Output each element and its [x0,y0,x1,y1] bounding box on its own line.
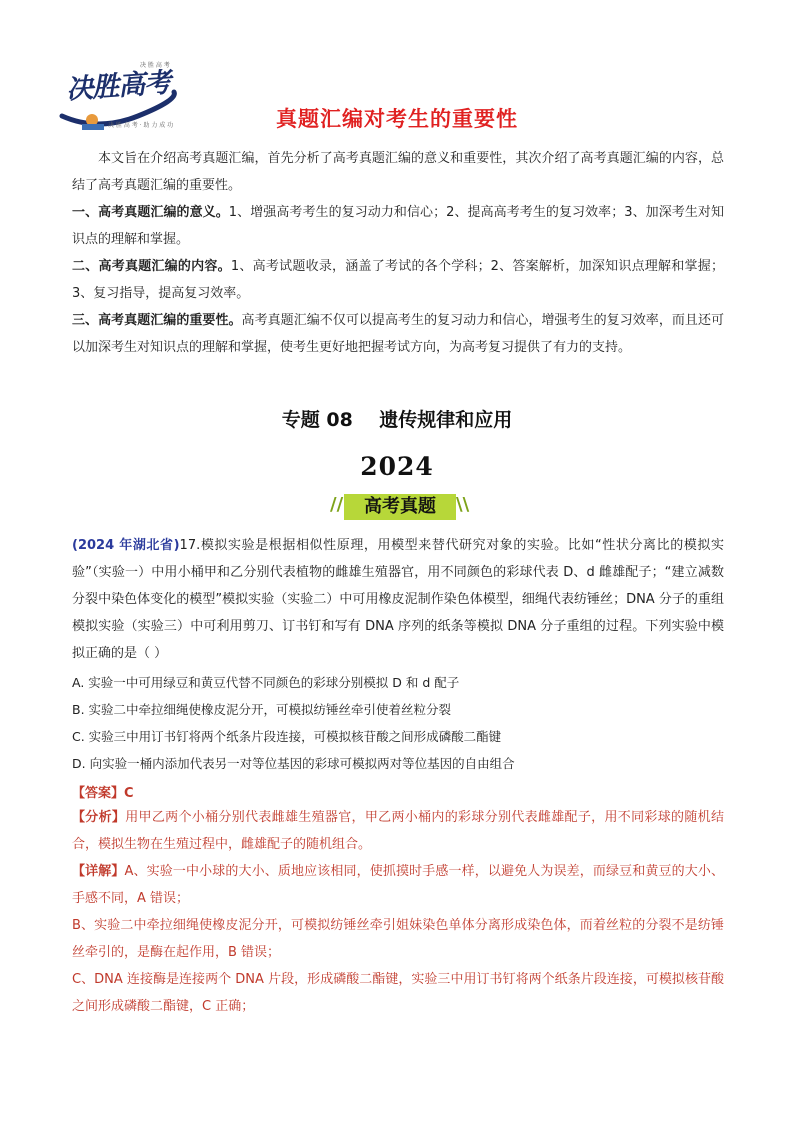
intro-paragraph: 本文旨在介绍高考真题汇编，首先分析了高考真题汇编的意义和重要性，其次介绍了高考真题汇编的内容，总结了高考真题汇编的重要性。 [72,151,724,193]
section-text: 高考真题汇编不仅可以提高考生的复习动力和信心，增强考生的复习效率，而且还可以加深考生对知识点的理解和掌握，使考生更好地把握考试方向，为高考复习提供了有力的支持。 [72,313,724,355]
detail-label: 【详解】 [72,864,125,879]
logo-small-text: 决 胜 高 考 [140,62,170,69]
option-a: A. 实验一中可用绿豆和黄豆代替不同颜色的彩球分别模拟 D 和 d 配子 [72,675,460,690]
badge-label: 高考真题 [364,496,436,517]
answer-label: 【答案】 [72,786,125,801]
analysis-label: 【分析】 [72,810,126,825]
section-label: 一、高考真题汇编的意义。 [72,205,229,220]
question-text: 模拟实验是根据相似性原理，用模型来替代研究对象的实验。比如“性状分离比的模拟实验”（实验一）中用小桶甲和乙分别代表植物的雌雄生殖器官，用不同颜色的彩球代表 D、d 雌雄配子；“建立减数分裂中染色体变化的模型”模拟实验（实验二）中可用橡皮泥制作染色体模型，细绳代表纺锤丝；DNA 分子的重组模拟实验（实验三）中可利用剪刀、订书钉和写有 DNA 序列的纸条等模拟 DNA 分子重组的过程。下列实验中模拟正确的是（ ） [72,538,724,661]
section-label: 三、高考真题汇编的重要性。 [72,313,242,328]
topic-title: 专题 08 遗传规律和应用 [281,409,513,431]
option-b: B. 实验二中牵拉细绳使橡皮泥分开，可模拟纺锤丝牵引使着丝粒分裂 [72,702,452,717]
answer-detail-c: C、DNA 连接酶是连接两个 DNA 片段，形成磷酸二酯键，实验三中用订书钉将两个纸条片段连接，可模拟核苷酸之间形成磷酸二酯键，C 正确； [72,972,724,1014]
logo-text: 决胜高考 [65,67,172,106]
answer-key [72,780,724,807]
section-text: 1、高考试题收录，涵盖了考试的各个学科；2、答案解析，加深知识点理解和掌握；3、复习指导，提高复习效率。 [72,259,724,301]
question-number: 17. [179,538,201,553]
option-d: D. 向实验一桶内添加代表另一对等位基因的彩球可模拟两对等位基因的自由组合 [72,756,515,771]
exam-badge [330,488,470,522]
section-meaning [72,199,724,253]
analysis-text: 用甲乙两个小桶分别代表雌雄生殖器官，甲乙两小桶内的彩球分别代表雌雄配子，用不同彩球的随机结合，模拟生物在生殖过程中，雌雄配子的随机组合。 [72,810,724,852]
slash-left-icon: // [330,494,344,515]
question-source: (2024 年湖北省) [72,538,180,553]
section-text: 1、增强高考考生的复习动力和信心；2、提高高考考生的复习效率；3、加深考生对知识点的理解和掌握。 [72,205,724,247]
question-stem [72,532,724,667]
answer-value: C [124,786,134,801]
year-heading: 2024 [360,452,434,481]
logo-sub-text: 决 胜 高 考 · 助 力 成 功 [108,122,174,129]
slash-right-icon: \\ [456,494,470,515]
section-content [72,253,724,307]
detail-text: A、实验一中小球的大小、质地应该相同，使抓摸时手感一样，以避免人为误差，而绿豆和黄豆的大小、手感不同，A 错误； [72,864,724,906]
section-importance [72,307,724,361]
option-c: C. 实验三中用订书钉将两个纸条片段连接，可模拟核苷酸之间形成磷酸二酯键 [72,729,502,744]
main-title: 真题汇编对考生的重要性 [276,107,518,131]
answer-detail-a [72,858,724,912]
section-label: 二、高考真题汇编的内容。 [72,259,231,274]
answer-detail-b: B、实验二中牵拉细绳使橡皮泥分开，可模拟纺锤丝牵引姐妹染色单体分离形成染色体，而着丝粒的分裂不是纺锤丝牵引的，是酶在起作用，B 错误； [72,918,724,960]
answer-analysis [72,804,724,858]
